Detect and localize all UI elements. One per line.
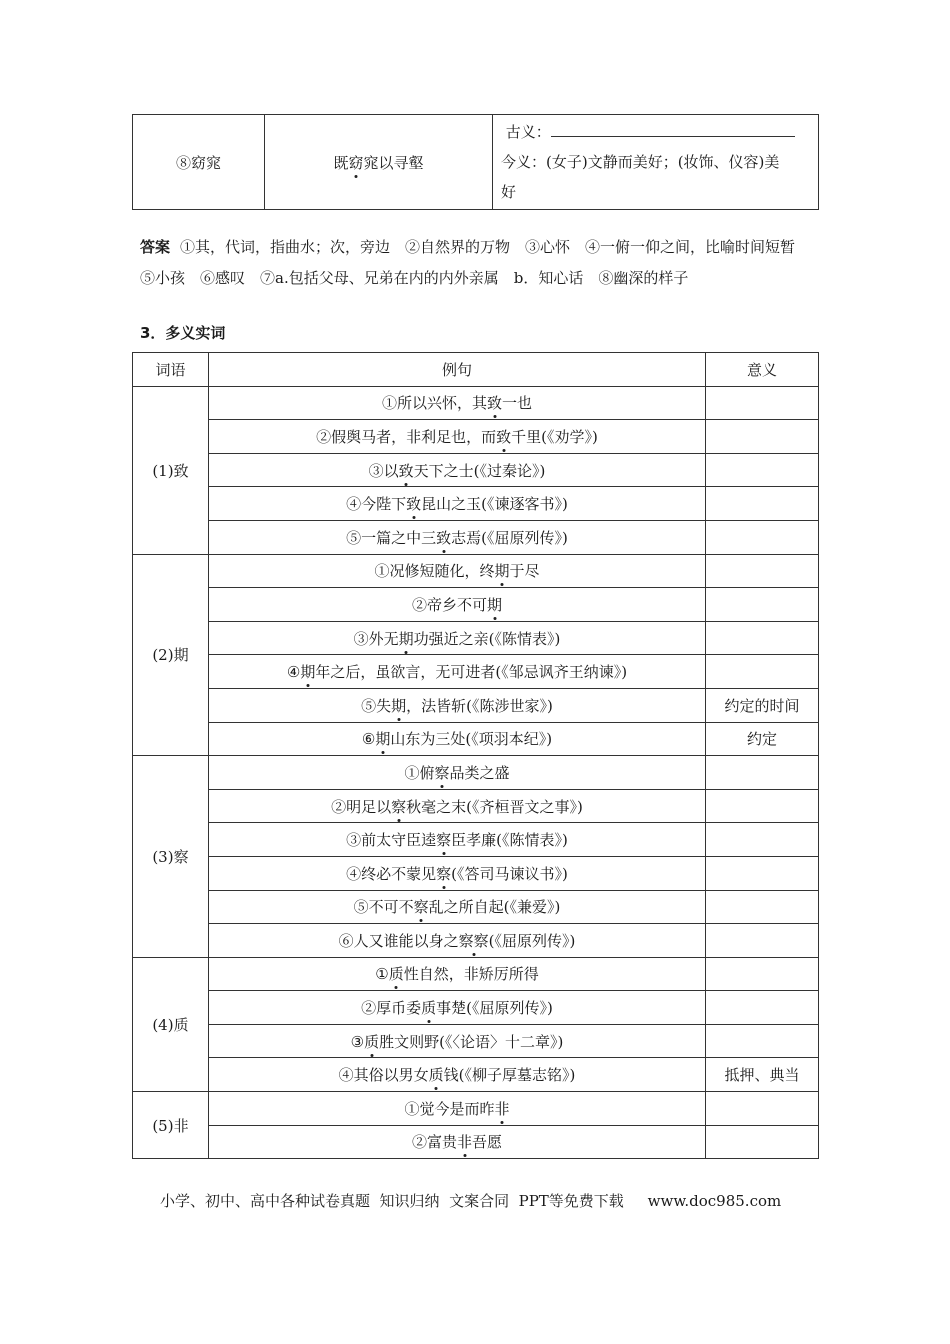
table-row — [133, 789, 819, 823]
example-cell — [208, 688, 705, 722]
example-text: ①觉今是而昨 — [404, 1099, 495, 1118]
word-cell: (3)察 — [133, 756, 209, 958]
meaning-cell — [493, 115, 819, 210]
example-cell — [208, 991, 705, 1025]
example-text: ①所以兴怀，其 — [381, 394, 487, 413]
meaning-cell[interactable] — [706, 823, 819, 857]
meaning-cell[interactable]: 约定的时间 — [706, 688, 819, 722]
example-text: (《屈原列传》) — [488, 931, 576, 950]
example-text: 胜文则野(《〈论语〉十二章》) — [379, 1032, 564, 1051]
example-text: 吾愿 — [472, 1133, 503, 1152]
example-text: ②厚币委 — [361, 999, 422, 1018]
example-text: ① — [375, 965, 389, 984]
table-row — [133, 487, 819, 521]
example-text: ④今陛下 — [346, 495, 407, 514]
table-row — [133, 823, 819, 857]
emphasis-char: 察 — [413, 898, 429, 917]
example-cell — [208, 487, 705, 521]
answer-text: ①其，代词，指曲水；次，旁边 ②自然界的万物 ③心怀 ④一俯一仰之间，比喻时间短暂 ⑤小孩 ⑥感叹 ⑦a.包括父母、兄弟在内的内外亲属 b．知心话 ⑧幽深的样子 — [140, 238, 811, 287]
gu-yi-label: 古义： — [505, 123, 551, 141]
gu-yi-line — [501, 117, 812, 147]
emphasis-char: 质 — [428, 1066, 444, 1085]
example-cell — [208, 554, 705, 588]
column-header: 例句 — [208, 353, 705, 387]
example-text: ⑥人又谁能以身之 — [338, 931, 459, 950]
example-text: ③以 — [368, 461, 399, 480]
meaning-cell[interactable] — [706, 1092, 819, 1126]
emphasis-char: 致 — [496, 427, 512, 446]
example-cell — [208, 621, 705, 655]
table-row — [133, 655, 819, 689]
meaning-cell[interactable] — [706, 924, 819, 958]
meaning-cell[interactable] — [706, 1125, 819, 1159]
meaning-cell[interactable] — [706, 991, 819, 1025]
emphasis-char: 非 — [457, 1133, 473, 1152]
example-text: ②假舆马者，非利足也，而 — [316, 427, 497, 446]
table-row — [133, 1058, 819, 1092]
meaning-cell[interactable]: 约定 — [706, 722, 819, 756]
example-text: 品类之盛 — [449, 763, 510, 782]
example-text: ③ — [350, 1032, 365, 1051]
example-text: ⑤不可不 — [353, 898, 414, 917]
table-body — [133, 386, 819, 1159]
emphasis-char: 质 — [421, 999, 437, 1018]
example-cell — [208, 655, 705, 689]
emphasis-char: 非 — [494, 1099, 510, 1118]
example-text: 昆山之玉(《谏逐客书》) — [421, 495, 568, 514]
table-header-row — [133, 353, 819, 387]
meaning-cell[interactable] — [706, 756, 819, 790]
example-text: ④终必不蒙见 — [346, 864, 437, 883]
meaning-cell[interactable] — [706, 588, 819, 622]
example-text: 天下之士(《过秦论》) — [413, 461, 546, 480]
emphasis-char: 致 — [436, 528, 452, 547]
example-text: ⑥ — [361, 730, 376, 749]
meaning-cell[interactable] — [706, 554, 819, 588]
example-cell — [208, 453, 705, 487]
meaning-cell[interactable] — [706, 655, 819, 689]
emphasis-char: 期 — [487, 595, 503, 614]
emphasis-char: 致 — [487, 394, 503, 413]
emphasis-char: 致 — [398, 461, 414, 480]
table-row — [133, 890, 819, 924]
example-text: 秋毫之末(《齐桓晋文之事》) — [406, 797, 583, 816]
emphasis-char: 期 — [391, 696, 407, 715]
word-cell: (2)期 — [133, 554, 209, 756]
emphasis-char: 察 — [434, 763, 450, 782]
example-text: 钱(《柳子厚墓志铭》) — [443, 1066, 576, 1085]
answer-blank[interactable] — [551, 120, 795, 137]
example-text: ②富贵 — [411, 1133, 457, 1152]
table-row — [133, 991, 819, 1025]
example-text: 窕以寻壑 — [363, 153, 424, 172]
example-text: 性自然，非矫厉所得 — [403, 965, 539, 984]
table-row — [133, 554, 819, 588]
table-row — [133, 115, 819, 210]
example-text: ③外无 — [353, 629, 399, 648]
meaning-cell[interactable] — [706, 1024, 819, 1058]
example-cell — [208, 957, 705, 991]
table-row — [133, 688, 819, 722]
example-text: ③前太守臣逵 — [346, 831, 437, 850]
table-row — [133, 588, 819, 622]
emphasis-char: 察察 — [458, 931, 489, 950]
example-text: ⑤一篇之中三 — [346, 528, 437, 547]
word-cell: (5)非 — [133, 1092, 209, 1159]
emphasis-char: 期 — [494, 562, 510, 581]
table-row — [133, 924, 819, 958]
section-title: 3．多义实词 — [140, 324, 226, 342]
example-cell — [208, 722, 705, 756]
example-text: 乱之所自起(《兼爱》) — [428, 898, 561, 917]
example-cell — [265, 115, 493, 210]
meaning-cell[interactable]: 抵押、典当 — [706, 1058, 819, 1092]
example-cell — [208, 420, 705, 454]
example-text: 年之后，虽欲言，无可进者(《邹忌讽齐王纳谏》) — [315, 663, 628, 682]
meaning-cell[interactable] — [706, 386, 819, 420]
answer-label: 答案 — [140, 238, 171, 256]
table-row — [133, 1024, 819, 1058]
emphasis-char: 察 — [391, 797, 407, 816]
example-text: ④其俗以男女 — [338, 1066, 429, 1085]
jin-yi-line-2: 好 — [501, 183, 517, 201]
example-text: ，法皆斩(《陈涉世家》) — [406, 696, 553, 715]
meaning-cell[interactable] — [706, 856, 819, 890]
column-header: 词语 — [133, 353, 209, 387]
table-row — [133, 453, 819, 487]
word-cell: (4)质 — [133, 957, 209, 1091]
example-cell — [208, 856, 705, 890]
example-text: 功强近之亲(《陈情表》) — [413, 629, 561, 648]
example-cell — [208, 789, 705, 823]
example-cell — [208, 890, 705, 924]
table-row — [133, 621, 819, 655]
table-row — [133, 756, 819, 790]
meaning-cell[interactable] — [706, 520, 819, 554]
meaning-cell[interactable] — [706, 453, 819, 487]
word-cell: ⑧窈窕 — [133, 115, 265, 210]
emphasis-char: 质 — [388, 965, 404, 984]
example-text: ②明足以 — [331, 797, 392, 816]
emphasis-char: 期 — [398, 629, 414, 648]
emphasis-char: 期 — [300, 663, 316, 682]
example-text: 千里(《劝学》) — [511, 427, 598, 446]
table-row — [133, 856, 819, 890]
table-row — [133, 722, 819, 756]
example-cell — [208, 386, 705, 420]
emphasis-char: 窈 — [348, 153, 364, 172]
emphasis-char: 察 — [436, 864, 452, 883]
column-header: 意义 — [706, 353, 819, 387]
table-row — [133, 957, 819, 991]
word-cell: (1)致 — [133, 386, 209, 554]
example-text: 志焉(《屈原列传》) — [451, 528, 568, 547]
example-text: ①况修短随化，终 — [374, 562, 495, 581]
table-row — [133, 420, 819, 454]
table-row — [133, 386, 819, 420]
example-text: ①俯 — [404, 763, 435, 782]
example-text: 山东为三处(《项羽本纪》) — [390, 730, 553, 749]
answer-paragraph — [140, 232, 820, 294]
example-text: (《答司马谏议书》) — [451, 864, 568, 883]
example-cell — [208, 1058, 705, 1092]
meaning-cell[interactable] — [706, 487, 819, 521]
example-text: ⑤失 — [361, 696, 392, 715]
example-text: 一也 — [502, 394, 533, 413]
table-row — [133, 1125, 819, 1159]
meaning-cell[interactable] — [706, 957, 819, 991]
emphasis-char: 致 — [406, 495, 422, 514]
emphasis-char: 察 — [436, 831, 452, 850]
example-cell — [208, 588, 705, 622]
example-cell — [208, 520, 705, 554]
example-cell — [208, 756, 705, 790]
table-row — [133, 1092, 819, 1126]
table-row — [133, 520, 819, 554]
emphasis-char: 质 — [364, 1032, 380, 1051]
jin-yi-line: 今义：(女子)文静而美好；(妆饰、仪容)美 — [501, 153, 780, 171]
example-cell — [208, 1024, 705, 1058]
meaning-cell[interactable] — [706, 789, 819, 823]
example-text: ④ — [286, 663, 301, 682]
example-text: 既 — [333, 153, 349, 172]
example-text: ②帝乡不可 — [412, 595, 488, 614]
meaning-cell[interactable] — [706, 420, 819, 454]
emphasis-char: 期 — [375, 730, 391, 749]
example-cell — [208, 1092, 705, 1126]
example-cell — [208, 823, 705, 857]
meaning-cell[interactable] — [706, 890, 819, 924]
example-text: 于尽 — [509, 562, 540, 581]
meaning-cell[interactable] — [706, 621, 819, 655]
example-cell — [208, 924, 705, 958]
example-text: 臣孝廉(《陈情表》) — [451, 831, 568, 850]
footer-text: 小学、初中、高中各种试卷真题 知识归纳 文案合同 PPT等免费下载 www.doc985.com — [160, 1192, 782, 1210]
top-table — [132, 114, 819, 210]
example-cell — [208, 1125, 705, 1159]
polysemy-table — [132, 352, 819, 1159]
example-text: 事楚(《屈原列传》) — [436, 999, 553, 1018]
